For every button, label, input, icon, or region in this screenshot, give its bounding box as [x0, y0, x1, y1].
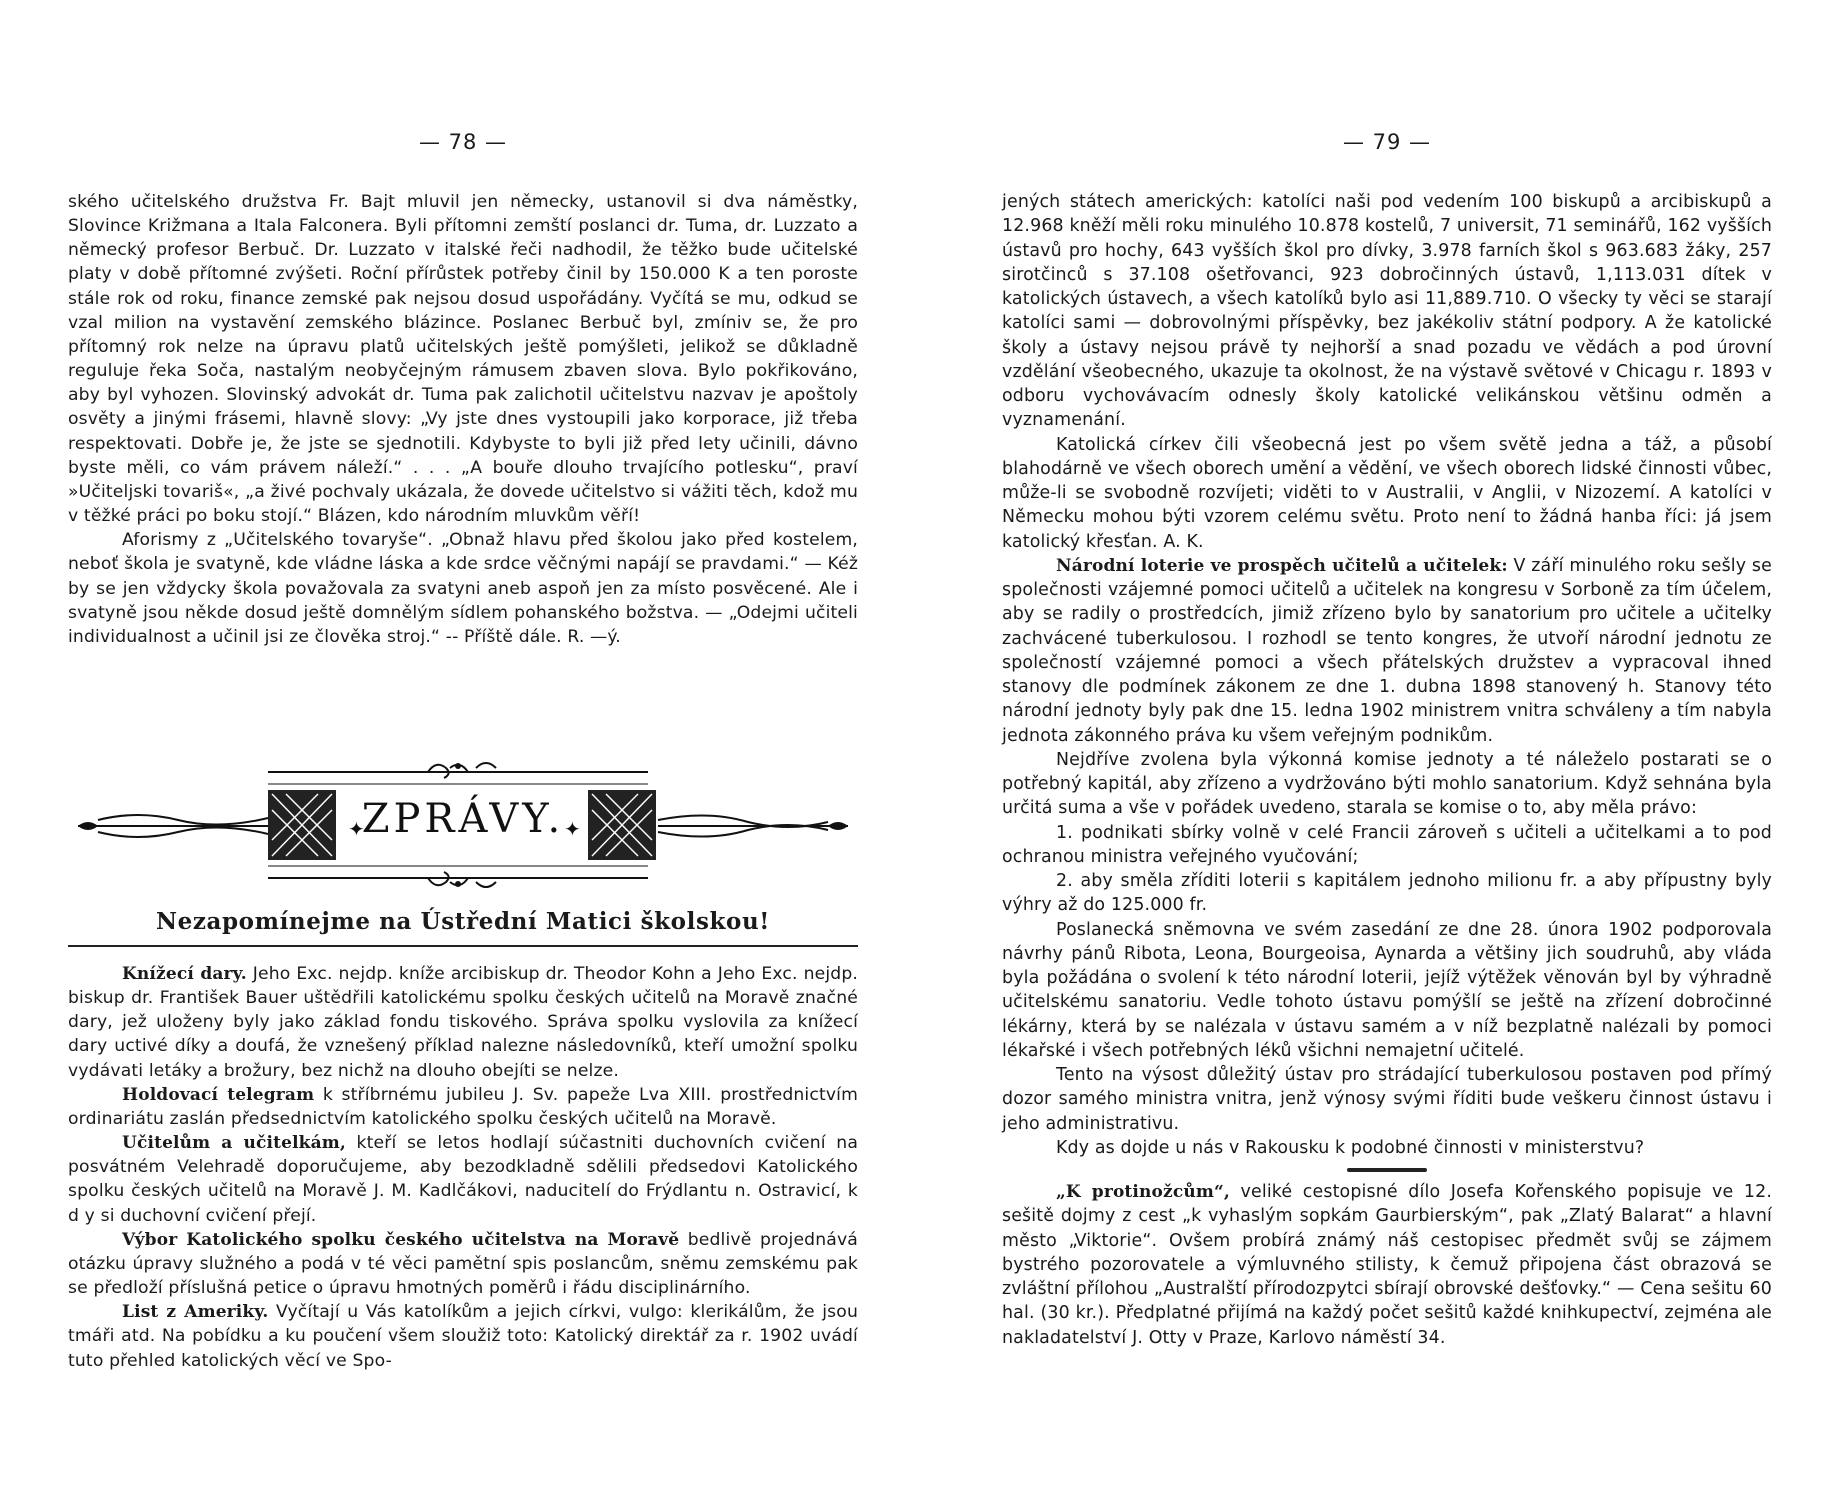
paragraph-text: veliké cestopisné dílo Josefa Kořenského popisuje ve 12. sešitě dojmy z cest „k vyhaslým sopkám Gaurbierským“, pak „Zlatý Balarat“ a hlavní město „Viktorie“. Ovšem probírá známý náš cestopisec předmět svůj se zájmem bystrého pozorovatele a výmluvného stilisty, k čemuž připojena část obrazová se zvláštní přílohou „Australští přírodozpytci sbírají obrovské dešťovky.“ — Cena sešitu 60 hal. (30 kr.). Předplatné přijímá na každý počet sešitů každé knihkupectví, zejména ale nakladatelství J. Otty v Praze, Karlovo náměstí 34.	[1002, 1182, 1772, 1348]
paragraph: Tento na výsost důležitý ústav pro strádající tuberkulosou postaven pod přímý dozor samého ministra vnitra, jenž výnosy svými říditi bude veškeru činnost ústavu i jeho administrativu.	[1002, 1065, 1772, 1134]
news-item-head: List z Ameriky.	[122, 1302, 269, 1323]
news-item	[68, 1300, 858, 1372]
news-items	[68, 962, 858, 1373]
divider	[1347, 1168, 1427, 1172]
news-item	[68, 1083, 858, 1131]
paragraph-text: V září minulého roku sešly se společnosti vzájemné pomoci učitelů a učitelek na kongresu v Sorboně za tím účelem, aby se radily o prostředcích, jimiž zřízeno bylo by sanatorium pro učitele a učitelky zachvácené tuberkulosou. I rozhodl se tento kongres, že utvoří národní jednotu ze společností vzájemné pomoci a všech přátelských družstev a vypracoval ihned stanovy dle podmínek zákonem ze dne 1. dubna 1898 stanovený h. Stanovy této národní jednoty byly pak dne 15. ledna 1902 ministrem vnitra schváleny a tím nabyla jednota zákonného práva ku všem veřejným podnikům.	[1002, 555, 1772, 746]
appeal-heading: Nezapomínejme na Ústřední Matici školskou!	[155, 908, 770, 935]
left-page	[68, 0, 858, 1500]
page-number-left: — 78 —	[418, 130, 508, 154]
news-item-text: k stříbrnému jubileu J. Sv. papeže Lva XIII. prostřednictvím ordinariátu zaslán předsednictvím katolického spolku českých učitelů na Moravě.	[68, 1084, 858, 1129]
news-item-text: Vyčítají u Vás katolíkům a jejich církvi, vulgo: klerikálům, že jsou tmáři atd. Na pobídku a ku poučení všem sloužiž toto: Katolický direktář za r. 1902 uvádí tuto přehled katolických věcí ve Spo-	[68, 1302, 858, 1371]
right-page-text	[1002, 190, 1772, 1350]
left-page-text	[68, 190, 858, 649]
news-item	[68, 962, 858, 1083]
right-page	[1002, 0, 1772, 1500]
paragraph: Poslanecká sněmovna ve svém zasedání ze dne 28. února 1902 podporovala návrhy pánů Ribota, Leona, Bourgeoisa, Aynarda a většiny jich soudruhů, aby vláda byla požádána o svolení k této národní loterii, jejíž výtěžek věnován byl by výhradně učitelskému sanatoriu. Vedle tohoto ústavu pomýšlí se ještě na zřízení dobročinné lékárny, která by se nalézala v ústavu samém a v níž bezplatně nalézali by pomoci lékařské i všech potřebných léků všichni nemajetní učitelé.	[1002, 919, 1772, 1061]
paragraph: Katolická církev čili všeobecná jest po všem světě jedna a táž, a působí blahodárně ve všech oborech umění a vědění, ve všech oborech lidské činnosti vůbec, může-li se svobodně rozvíjeti; viděti to v Australii, v Anglii, v Nizozemí. A katolíci v Německu mohou býti vzorem celému světu. Proto není to žádná hanba říci: já jsem katolický křesťan. A. K.	[1002, 434, 1772, 552]
section-title: ZPRÁVY.	[361, 796, 565, 842]
page-number-right: — 79 —	[1342, 130, 1432, 154]
paragraph-head: „K protinožcům“,	[1056, 1182, 1230, 1202]
news-item-text: kteří se letos hodlají súčastniti duchovních cvičení na posvátném Velehradě doporučujeme, aby bezodkladně sdělili předsedovi Katolického spolku českých učitelů na Moravě J. M. Kadlčákovi, naducitelí do Frýdlantu n. Ostravicí, k d y si duchovní cvičení přejí.	[68, 1133, 859, 1226]
paragraph: Nejdříve zvolena byla výkonná komise jednoty a té náleželo postarati se o potřebný kapitál, aby zřízeno a vydržováno býti mohlo sanatorium. Když sehnána byla určitá suma a vše v pořádek uvedeno, starala se komise o to, aby měla právo:	[1002, 749, 1772, 819]
paragraph: ského učitelského družstva Fr. Bajt mluvil jen německy, ustanovil si dva náměstky, Slovince Križmana a Itala Falconera. Byli přítomni zemští poslanci dr. Tuma, dr. Luzzato a německý profesor Berbuč. Dr. Luzzato v italské řeči nadhodil, že těžko bude učitelské platy v době přítomné zvýšeti. Roční přírůstek potřeby činil by 150.000 K a ten poroste stále rok od roku, finance zemské pak nejsou dosud uspořádány. Vyčítá se mu, odkud se vzal milion na vystavění zemského blázince. Poslanec Berbuč byl, zmíniv se, že pro přítomný rok nelze na úpravu platů učitelských ještě pomýšleti, jelikož se důkladně reguluje řeka Soča, nastalým neobyčejným rámusem zbaven slova. Bylo pokřikováno, aby byl vyhozen. Slovinský advokát dr. Tuma pak zalichotil učitelstvu nazvav je apoštoly osvěty a jinými frásemi, hlavně slovy: „Vy jste dnes vystoupili jako korporace, již třeba respektovati. Dobře je, že jste se sjednotili. Kdybyste to byli již před lety učinili, dávno byste měli, co vám právem náleží.“ . . . „A bouře dlouho trvajícího potlesku“, praví »Učiteljski tovariš«, „a živé pochvaly ukázala, že dovede učitelstvo si vážiti těch, kdož mu v těžké práci po boku stojí.“ Blázen, kdo národním mluvkům věří!	[68, 192, 858, 527]
news-item-head: Učitelům a učitelkám,	[122, 1133, 346, 1154]
svg-text:✦: ✦	[564, 817, 581, 841]
news-item-text: Jeho Exc. nejdp. kníže arcibiskup dr. Theodor Kohn a Jeho Exc. nejdp. biskup dr. František Bauer uštědřili katolickému spolku českých učitelů na Moravě značné dary, jež uloženy byly jako základ fondu tiskového. Správa spolku vyslovila za knížecí dary uctivé díky a doufá, že vznešený příklad nalezne následovníků, kteří umožní spolku vydávati letáky a brožury, bez nichž na dlouho obejíti se nelze.	[68, 964, 858, 1081]
paragraph: jených státech amerických: katolíci naši pod vedením 100 biskupů a arcibiskupů a 12.968 kněží měli roku minulého 10.878 kostelů, 7 universit, 71 seminářů, 162 vyšších ústavů pro hochy, 643 vyšších škol pro dívky, 3.978 farních škol s 963.683 žáky, 257 sirotčinců s 37.108 ošetřovanci, 923 dobročinných ústavů, 1,113.031 dítek v katolických ústavech, a všech katolíků bylo asi 11,889.710. O všecky ty věci se starají katolíci sami — dobrovolnými příspěvky, bez jakékoliv státní podpory. A že katolické školy a ústavy nejsou právě ty nejhorší a snad pozadu ve vědách a pod úrovní vzdělání všeobecného, ukazuje ta okolnost, že na výstavě světové v Chicagu r. 1893 v odboru vychovávacím odnesly školy katolické velikánskou většinu odměn a vyznamenání.	[1002, 192, 1772, 431]
divider	[68, 945, 858, 947]
paragraph-book-notice	[1002, 1180, 1772, 1350]
paragraph: Kdy as dojde u nás v Rakousku k podobné činnosti v ministerstvu?	[1056, 1137, 1645, 1158]
paragraph-lottery	[1002, 554, 1772, 748]
news-item-head: Výbor Katolického spolku českého učitelstva na Moravě	[122, 1229, 680, 1250]
divider-spacer	[1002, 1160, 1772, 1180]
news-item	[68, 1131, 858, 1228]
news-item	[68, 1228, 858, 1300]
news-item-head: Holdovací telegram	[122, 1084, 315, 1105]
list-item: 1. podnikati sbírky volně v celé Francii zároveň s učiteli a učitelkami a to pod ochranou ministra veřejného vyučování;	[1002, 822, 1772, 867]
list-item: 2. aby směla zříditi loterii s kapitálem jednoho milionu fr. a aby přípustny byly výhry až do 125.000 fr.	[1002, 871, 1772, 916]
news-item-text: bedlivě projednává otázku úpravy služného a podá v té věci pamětní spis poslancům, sněmu zemskému pak se předloží příslušná petice o úpravu hmotných poměrů i řádu disciplinárního.	[68, 1229, 858, 1299]
paragraph-aforismy: Aforismy z „Učitelského tovaryše“. „Obnaž hlavu před školou jako před kostelem, neboť škola je svatyně, kde vládne láska a kde srdce věčnými napájí se pravdami.“ — Kéž by se jen vždycky škola považovala za svatyni aneb aspoň jen za místo posvěcené. Ale i svatyně jsou někde dosud ještě domnělým sídlem pohanského božstva. — „Odejmi učiteli individualnost a učinil jsi ze člověka stroj.“ -- Příště dále. R. —ý.	[68, 530, 858, 647]
zpravy-ornament-header	[68, 760, 858, 890]
paragraph-head: Národní loterie ve prospěch učitelů a učitelek:	[1056, 555, 1508, 576]
news-item-head: Knížecí dary.	[122, 964, 247, 984]
svg-text:✦: ✦	[348, 817, 365, 841]
